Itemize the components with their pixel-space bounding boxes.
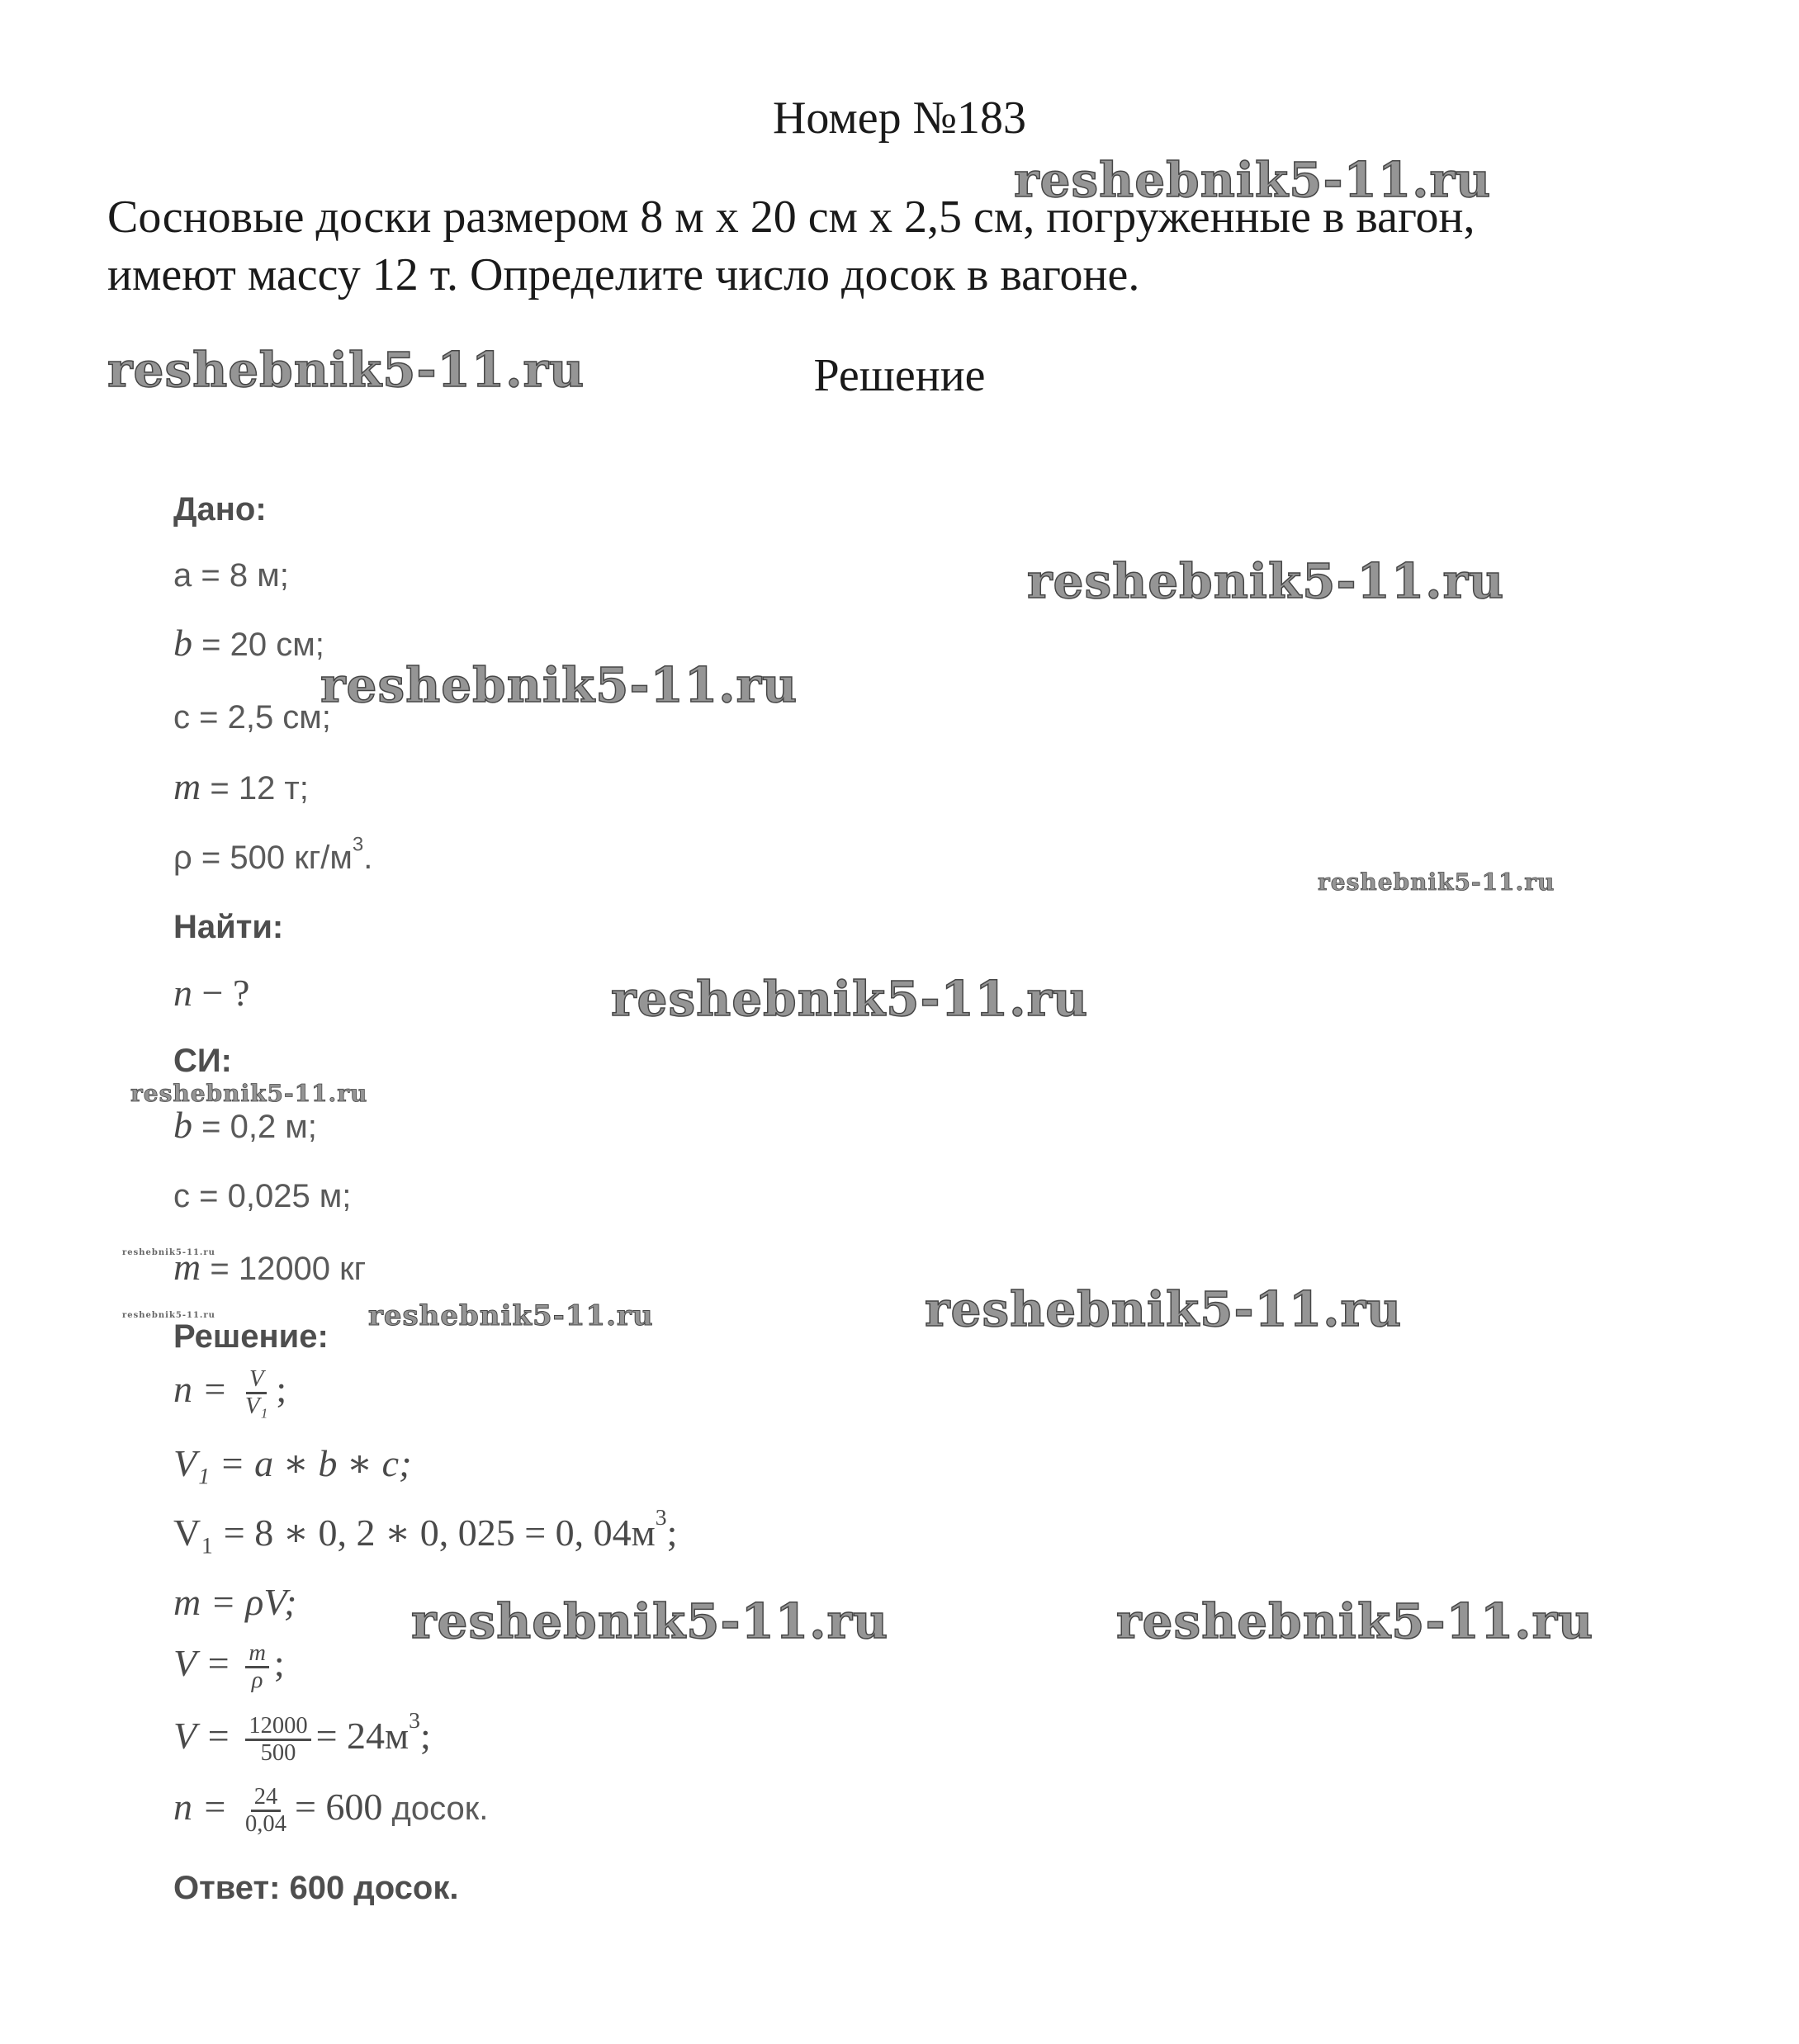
formula-5-fraction — [245, 1641, 269, 1693]
watermark: reshebnik5-11.ru — [122, 1311, 215, 1320]
watermark: reshebnik5-11.ru — [368, 1299, 654, 1332]
formula-6-den: 500 — [260, 1739, 296, 1766]
watermark: reshebnik5-11.ru — [130, 1080, 368, 1107]
formula-n-ratio — [173, 1367, 286, 1419]
si-b — [173, 1105, 317, 1147]
given-rho — [173, 833, 373, 878]
si-b-var: b — [173, 1104, 192, 1146]
formula-1-end: ; — [276, 1368, 287, 1410]
formula-7-lhs: n = — [173, 1786, 228, 1828]
formula-5-end: ; — [273, 1642, 285, 1684]
formula-3-exp: 3 — [655, 1504, 667, 1531]
formula-6-fraction — [245, 1714, 310, 1766]
given-b — [173, 622, 324, 665]
formula-7-end: досок. — [382, 1791, 489, 1827]
formula-1-fraction — [242, 1367, 271, 1419]
formula-5-lhs: V = — [173, 1642, 231, 1684]
watermark: reshebnik5-11.ru — [1116, 1593, 1594, 1649]
find-title: Найти: — [173, 909, 284, 945]
formula-1-num: V — [246, 1367, 267, 1394]
formula-mass — [173, 1582, 296, 1623]
formula-5-num: m — [245, 1641, 269, 1668]
si-m-var: m — [173, 1246, 201, 1288]
problem-text-line-1: Сосновые доски размером 8 м х 20 см х 2,5 см, погруженные в вагон, — [107, 192, 1475, 243]
formula-2-text: V₁ = a ∗ b ∗ c; — [173, 1442, 412, 1484]
formula-6-lhs: V = — [173, 1715, 231, 1757]
formula-v1-value — [173, 1504, 678, 1554]
watermark: reshebnik5-11.ru — [107, 342, 585, 398]
formula-5-den: ρ — [251, 1667, 263, 1693]
formula-7-fraction — [242, 1785, 290, 1837]
given-title: Дано: — [173, 491, 267, 528]
formula-6-mid: = 24м — [315, 1715, 410, 1757]
formula-4-text: m = ρV; — [173, 1581, 297, 1623]
formula-v1-def — [173, 1443, 411, 1484]
formula-n-value — [173, 1785, 488, 1837]
watermark: reshebnik5-11.ru — [122, 1248, 215, 1257]
solve-title: Решение: — [173, 1318, 329, 1355]
given-m-value: = 12 т; — [201, 770, 309, 807]
find-n-var: n — [173, 972, 192, 1014]
watermark: reshebnik5-11.ru — [1014, 152, 1492, 208]
si-title: СИ: — [173, 1043, 232, 1079]
watermark: reshebnik5-11.ru — [411, 1593, 889, 1649]
find-n-rest: − ? — [192, 972, 250, 1014]
formula-6-exp: 3 — [409, 1707, 420, 1734]
watermark: reshebnik5-11.ru — [925, 1281, 1403, 1337]
answer-line: Ответ: 600 досок. — [173, 1870, 459, 1906]
given-rho-end: . — [363, 840, 373, 876]
given-a: a = 8 м; — [173, 557, 289, 594]
watermark: reshebnik5-11.ru — [611, 971, 1089, 1027]
formula-3-base: V₁ = 8 ∗ 0, 2 ∗ 0, 025 = 0, 04м — [173, 1512, 656, 1554]
given-m — [173, 766, 309, 809]
page-title: Номер №183 — [772, 92, 1027, 144]
watermark: reshebnik5-11.ru — [320, 657, 798, 713]
si-c: c = 0,025 м; — [173, 1178, 352, 1214]
formula-1-den: V₁ — [245, 1393, 268, 1419]
given-b-var: b — [173, 622, 192, 664]
given-b-value: = 20 см; — [192, 627, 324, 663]
formula-v-ratio — [173, 1641, 285, 1693]
si-b-value: = 0,2 м; — [192, 1109, 317, 1145]
given-m-var: m — [173, 765, 201, 807]
formula-6-end: ; — [419, 1715, 431, 1757]
watermark: reshebnik5-11.ru — [1027, 553, 1505, 609]
formula-3-end: ; — [666, 1512, 678, 1554]
given-c: c = 2,5 см; — [173, 699, 331, 736]
problem-text-line-2: имеют массу 12 т. Определите число досок в вагоне. — [107, 249, 1140, 300]
formula-7-mid: = 600 — [294, 1786, 383, 1828]
formula-1-lhs: n = — [173, 1368, 228, 1410]
formula-v-value — [173, 1707, 431, 1766]
given-rho-base: ρ = 500 кг/м — [173, 840, 353, 876]
solution-heading: Решение — [813, 350, 986, 401]
find-n — [173, 972, 249, 1015]
si-m-value: = 12000 кг — [201, 1251, 367, 1287]
given-rho-exp: 3 — [352, 833, 364, 856]
formula-7-num: 24 — [251, 1785, 282, 1812]
formula-6-num: 12000 — [245, 1714, 310, 1741]
formula-7-den: 0,04 — [245, 1810, 286, 1837]
watermark: reshebnik5-11.ru — [1318, 868, 1555, 896]
